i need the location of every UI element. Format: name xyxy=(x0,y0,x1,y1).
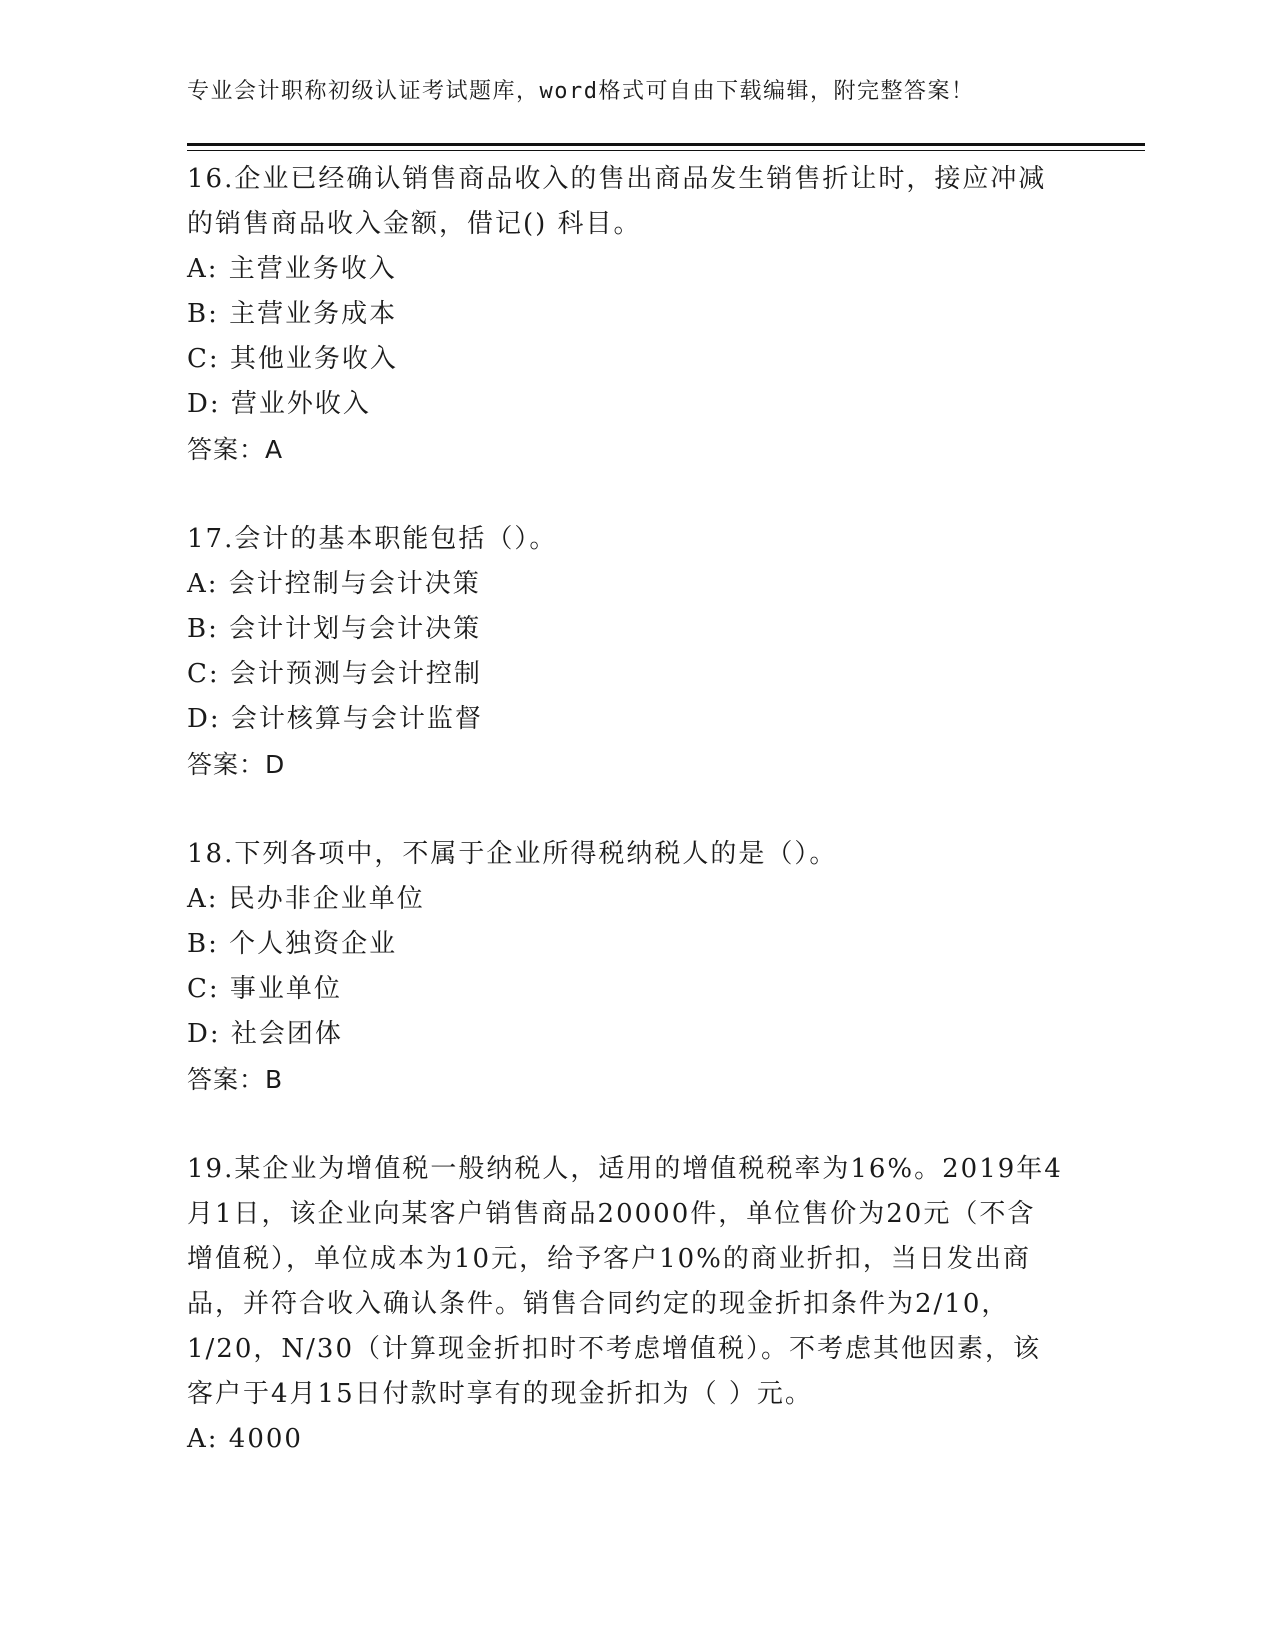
option-c: C: 会计预测与会计控制 xyxy=(187,659,482,689)
header-divider-thick xyxy=(187,143,1145,146)
option-b: B: 个人独资企业 xyxy=(187,929,398,959)
option-a: A: 主营业务收入 xyxy=(187,254,397,284)
option-d: D: 会计核算与会计监督 xyxy=(187,704,483,734)
option-c: C: 事业单位 xyxy=(187,974,342,1004)
spacer xyxy=(187,1102,1067,1147)
question-stem-line: 品，并符合收入确认条件。销售合同约定的现金折扣条件为2/10， xyxy=(187,1289,1010,1319)
option-a: A: 民办非企业单位 xyxy=(187,884,425,914)
answer-line: 答案：D xyxy=(187,750,286,779)
question-stem-line: 19.某企业为增值税一般纳税人，适用的增值税税率为16%。2019年4 xyxy=(187,1154,1063,1184)
question-17 xyxy=(187,517,1067,787)
option-d: D: 社会团体 xyxy=(187,1019,343,1049)
option-a: A: 4000 xyxy=(187,1424,303,1454)
question-stem-line: 16.企业已经确认销售商品收入的售出商品发生销售折让时，接应冲减 xyxy=(187,164,1047,194)
option-b: B: 会计计划与会计决策 xyxy=(187,614,482,644)
question-stem-line: 18.下列各项中，不属于企业所得税纳税人的是（）。 xyxy=(187,839,838,869)
question-19 xyxy=(187,1147,1067,1462)
option-a: A: 会计控制与会计决策 xyxy=(187,569,481,599)
answer-line: 答案：A xyxy=(187,435,284,464)
spacer xyxy=(187,472,1067,517)
question-stem-line: 的销售商品收入金额，借记() 科目。 xyxy=(187,209,642,239)
option-c: C: 其他业务收入 xyxy=(187,344,398,374)
spacer xyxy=(187,787,1067,832)
question-stem-line: 17.会计的基本职能包括（）。 xyxy=(187,524,558,554)
answer-line: 答案：B xyxy=(187,1065,284,1094)
question-stem-line: 1/20，N/30（计算现金折扣时不考虑增值税）。不考虑其他因素，该 xyxy=(187,1334,1041,1364)
question-stem-line: 月1日，该企业向某客户销售商品20000件，单位售价为20元（不含 xyxy=(187,1199,1036,1229)
question-stem-line: 客户于4月15日付款时享有的现金折扣为（ ）元。 xyxy=(187,1379,813,1409)
question-16 xyxy=(187,157,1067,472)
header-divider-thin xyxy=(187,150,1145,151)
question-list xyxy=(187,157,1067,1462)
page-header: 专业会计职称初级认证考试题库，word格式可自由下载编辑，附完整答案！ xyxy=(187,79,975,104)
option-d: D: 营业外收入 xyxy=(187,389,371,419)
question-18 xyxy=(187,832,1067,1102)
question-stem-line: 增值税），单位成本为10元，给予客户10%的商业折扣，当日发出商 xyxy=(187,1244,1031,1274)
option-b: B: 主营业务成本 xyxy=(187,299,398,329)
